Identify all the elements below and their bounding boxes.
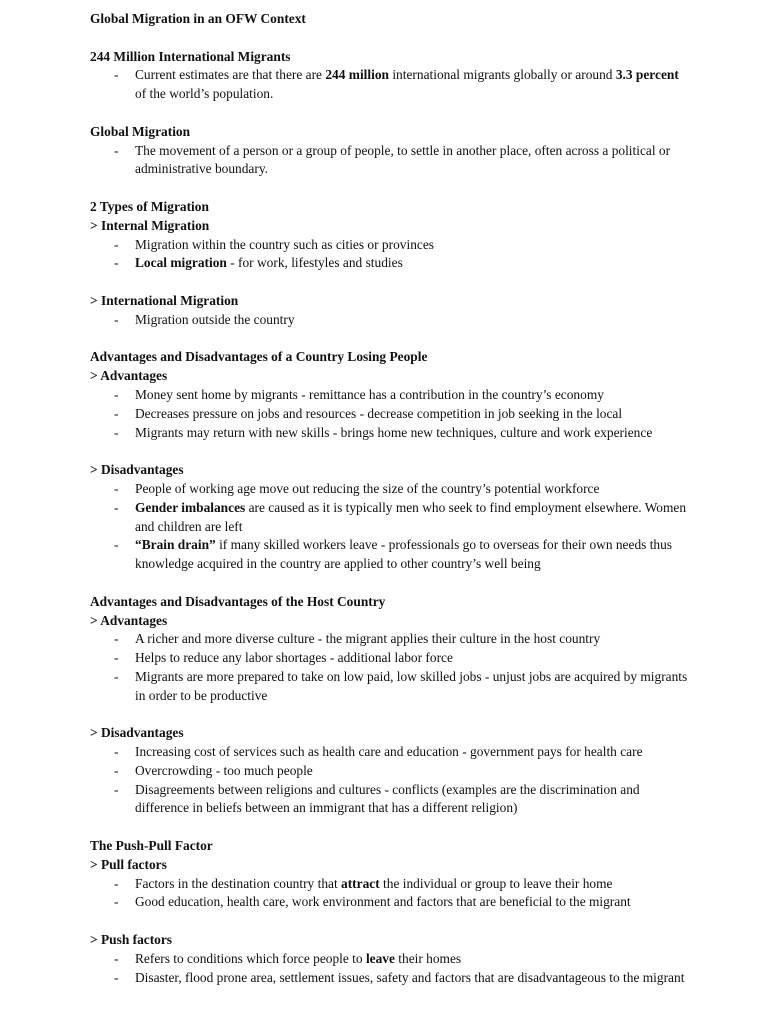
list-item bbox=[90, 499, 690, 537]
pull-factors-list bbox=[90, 875, 690, 913]
item-text: - for work, lifestyles and studies bbox=[226, 255, 403, 271]
losing-disadvantages-list bbox=[90, 480, 690, 574]
list-item: - People of working age move out reducing the size of the country’s potential workforce bbox=[90, 480, 690, 499]
item-text: the individual or group to leave their home bbox=[379, 875, 613, 891]
item-text: if many skilled workers leave - professionals go to overseas for their own needs thus knowledge acquired in the country are applied to other country’s well being bbox=[135, 537, 673, 572]
subheading-push-factors: > Push factors bbox=[90, 932, 173, 948]
item-bold: Local migration bbox=[135, 255, 227, 271]
list-item: - The movement of a person or a group of people, to settle in another place, often across a political or administrative boundary. bbox=[90, 142, 690, 180]
list-item: - Migration within the country such as cities or provinces bbox=[90, 236, 690, 255]
section-heading-migrants: 244 Million International Migrants bbox=[90, 48, 291, 64]
list-item bbox=[90, 950, 690, 969]
section-heading-global-migration: Global Migration bbox=[90, 123, 191, 139]
list-item bbox=[90, 66, 690, 104]
list-item: - Overcrowding - too much people bbox=[90, 762, 690, 781]
item-bold: “Brain drain” bbox=[135, 537, 216, 553]
list-item: - Migrants are more prepared to take on low paid, low skilled jobs - unjust jobs are acquired by migrants in order to be productive bbox=[90, 668, 690, 706]
subheading-pull-factors: > Pull factors bbox=[90, 856, 167, 872]
section-heading-host-country: Advantages and Disadvantages of the Host Country bbox=[90, 593, 386, 609]
item-bold: attract bbox=[341, 875, 380, 891]
list-item: - Migration outside the country bbox=[90, 311, 690, 330]
item-text: are caused as it is typically men who seek to find employment elsewhere. Women and children are left bbox=[135, 499, 687, 534]
international-migration-list bbox=[90, 311, 690, 330]
spacer bbox=[90, 912, 690, 931]
spacer bbox=[90, 104, 690, 123]
internal-migration-list bbox=[90, 236, 690, 274]
list-item: - A richer and more diverse culture - the migrant applies their culture in the host country bbox=[90, 630, 690, 649]
list-item bbox=[90, 254, 690, 273]
spacer bbox=[90, 29, 690, 48]
list-item: - Migrants may return with new skills - brings home new techniques, culture and work experience bbox=[90, 424, 690, 443]
item-text: their homes bbox=[394, 950, 462, 966]
subheading-advantages: > Advantages bbox=[90, 368, 168, 384]
list-item bbox=[90, 875, 690, 894]
list-item: - Disaster, flood prone area, settlement issues, safety and factors that are disadvantageous to the migrant bbox=[90, 969, 690, 988]
spacer bbox=[90, 273, 690, 292]
item-bold: 244 million bbox=[325, 67, 389, 83]
list-item: - Helps to reduce any labor shortages - additional labor force bbox=[90, 649, 690, 668]
item-bold: 3.3 percent bbox=[615, 67, 679, 83]
section-heading-types: 2 Types of Migration bbox=[90, 198, 209, 214]
section-heading-losing-country: Advantages and Disadvantages of a Country Losing People bbox=[90, 349, 428, 365]
spacer bbox=[90, 574, 690, 593]
document-title: Global Migration in an OFW Context bbox=[90, 11, 306, 26]
list-item: - Good education, health care, work environment and factors that are beneficial to the migrant bbox=[90, 893, 690, 912]
list-item bbox=[90, 536, 690, 574]
item-text: Refers to conditions which force people to bbox=[135, 950, 366, 966]
global-migration-list bbox=[90, 142, 690, 180]
losing-advantages-list bbox=[90, 386, 690, 442]
spacer bbox=[90, 705, 690, 724]
list-item: - Decreases pressure on jobs and resources - decrease competition in job seeking in the local bbox=[90, 405, 690, 424]
subheading-disadvantages: > Disadvantages bbox=[90, 462, 184, 478]
host-advantages-list bbox=[90, 630, 690, 705]
spacer bbox=[90, 179, 690, 198]
migrants-list bbox=[90, 66, 690, 104]
spacer bbox=[90, 442, 690, 461]
list-item: - Increasing cost of services such as health care and education - government pays for health care bbox=[90, 743, 690, 762]
subheading-international: > International Migration bbox=[90, 292, 239, 308]
item-text: of the world’s population. bbox=[135, 86, 274, 102]
subheading-internal: > Internal Migration bbox=[90, 217, 210, 233]
document-page bbox=[90, 10, 690, 987]
list-item: - Disagreements between religions and cultures - conflicts (examples are the discrimination and difference in beliefs between an immigrant that has a different religion) bbox=[90, 781, 690, 819]
host-disadvantages-list bbox=[90, 743, 690, 818]
item-text: international migrants globally or around bbox=[388, 67, 616, 83]
item-bold: Gender imbalances bbox=[135, 499, 246, 515]
item-text: Factors in the destination country that bbox=[135, 875, 342, 891]
item-text: Current estimates are that there are bbox=[135, 67, 326, 83]
spacer bbox=[90, 818, 690, 837]
push-factors-list bbox=[90, 950, 690, 988]
subheading-advantages: > Advantages bbox=[90, 612, 168, 628]
subheading-disadvantages: > Disadvantages bbox=[90, 725, 184, 741]
item-bold: leave bbox=[365, 950, 395, 966]
section-heading-push-pull: The Push-Pull Factor bbox=[90, 838, 213, 854]
spacer bbox=[90, 330, 690, 349]
list-item: - Money sent home by migrants - remittance has a contribution in the country’s economy bbox=[90, 386, 690, 405]
